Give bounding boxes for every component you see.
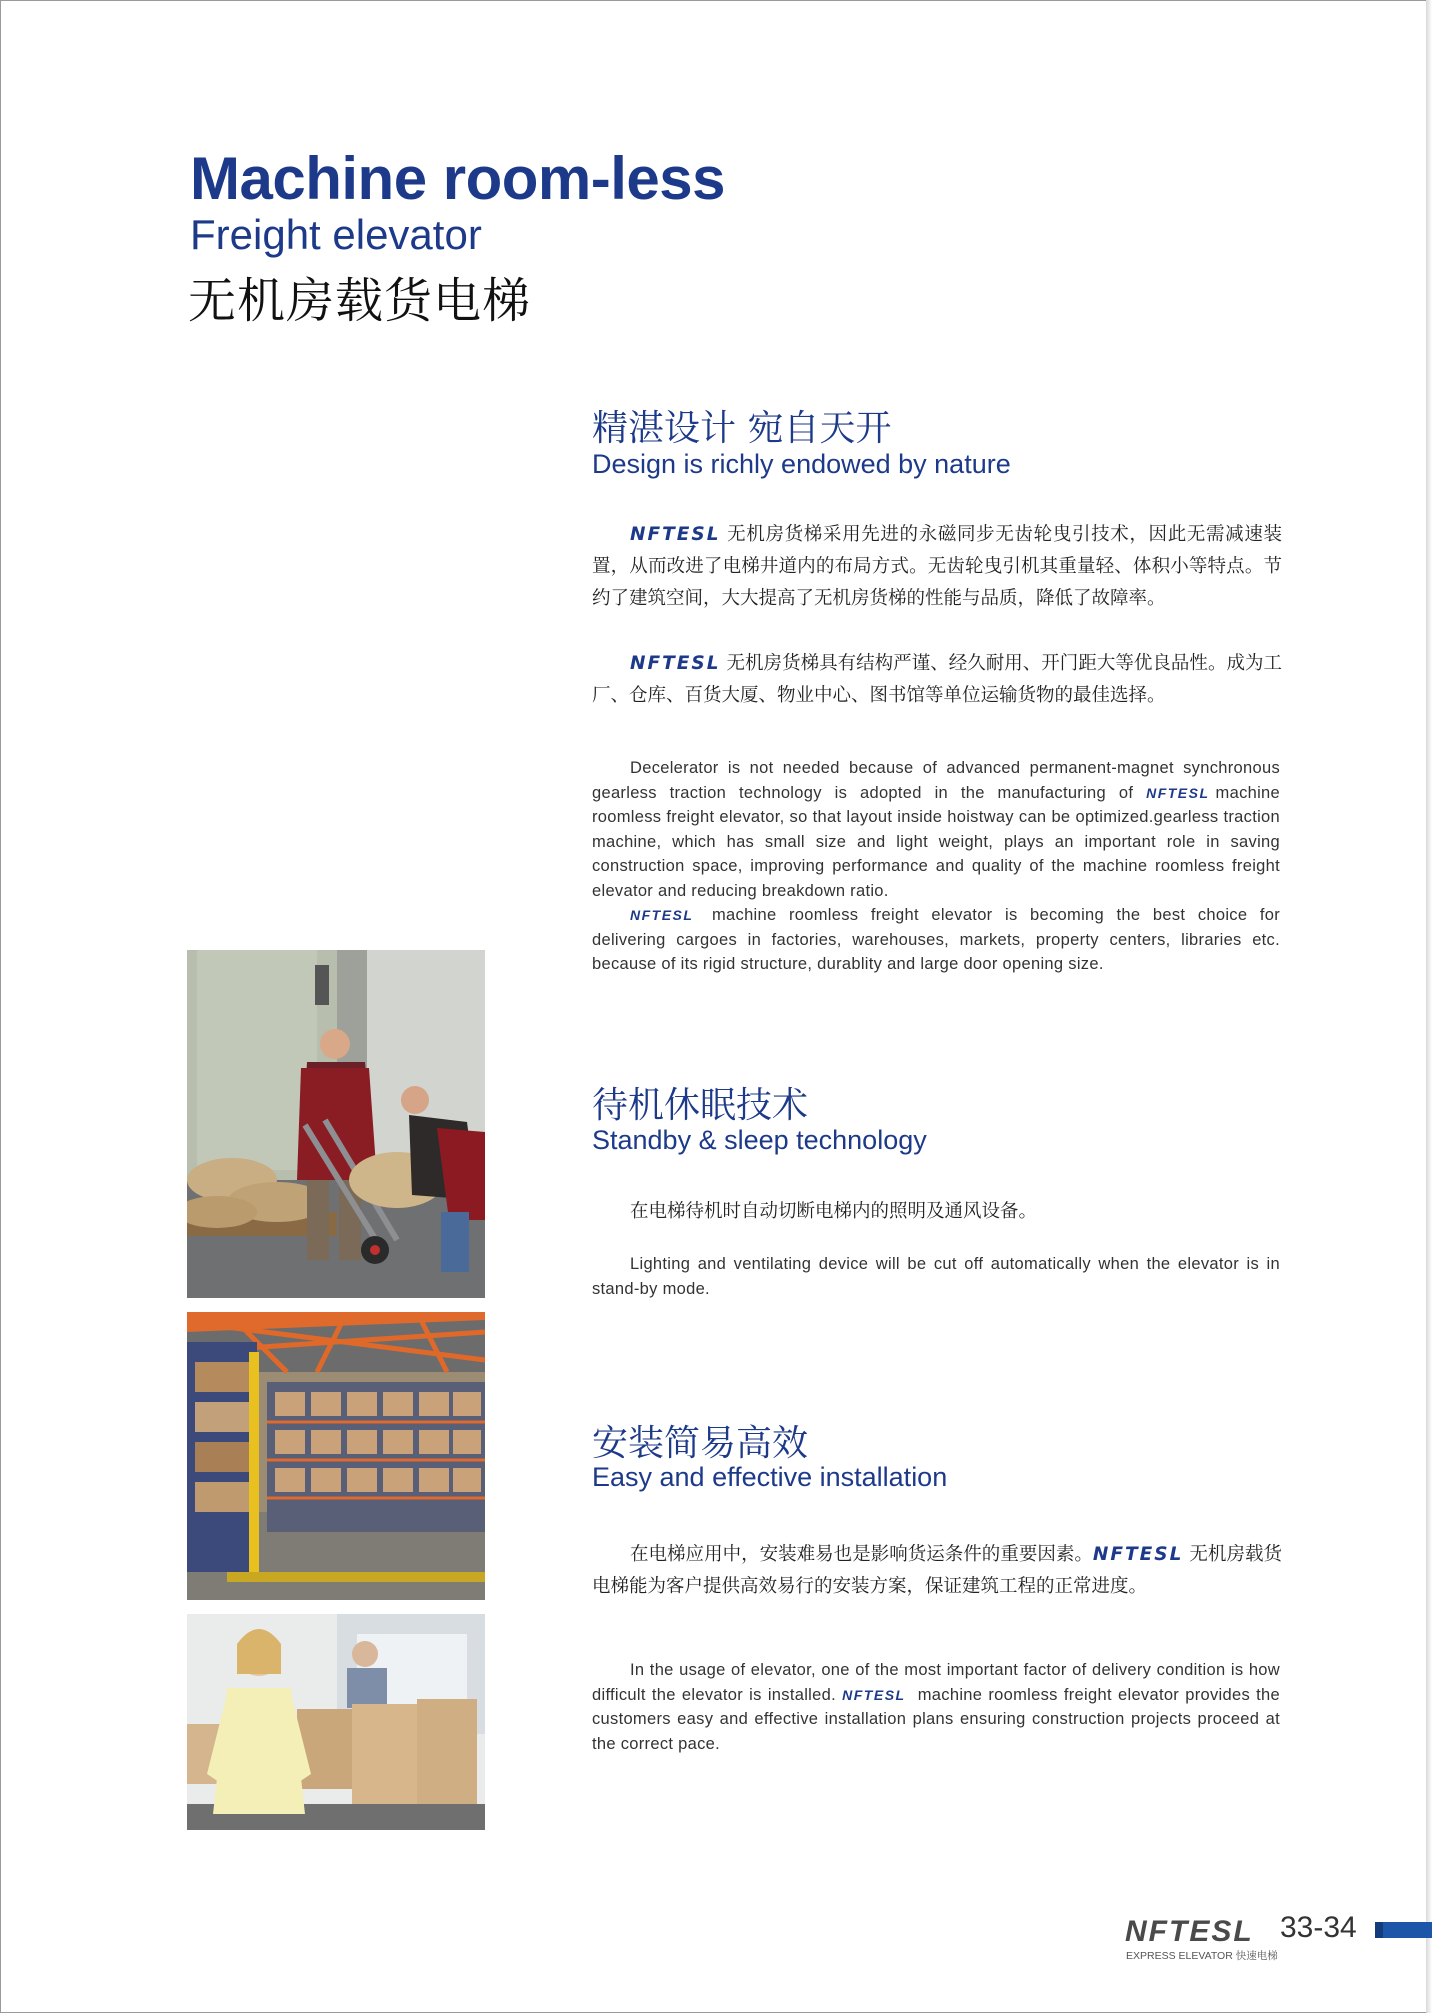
section-installation-paragraph-en: In the usage of elevator, one of the most important factor of delivery condition is how difficult the elevator is installed. NFTESL machine roomless freight elevator provides the customers easy and effective installation plans ensuring construction projects proceed at the correct pace. [592,1661,1281,1753]
brand-logo-inline: NFTESL [1146,784,1210,801]
section-design-heading-cn: 精湛设计 宛自天开 [592,408,892,449]
section-standby-heading-cn: 待机休眠技术 [592,1085,809,1126]
section-standby-paragraph-en: Lighting and ventilating device will be cut off automatically when the elevator is in stand-by mode. [592,1255,1280,1298]
brand-logo-inline: NFTESL [630,524,721,545]
section-installation-heading-en: Easy and effective installation [592,1462,948,1492]
section-design-paragraph-en-2: NFTESL machine roomless freight elevator is becoming the best choice for delivering cargoes in factories, warehouses, markets, property centers, libraries etc. because of its rigid structure, durablity and large door opening size. [592,906,1281,974]
section-installation-paragraph-cn: 在电梯应用中，安装难易也是影响货运条件的重要因素。NFTESL 无机房载货电梯能为客户提供高效易行的安装方案，保证建筑工程的正常进度。 [592,1544,1282,1597]
photo-workers-loading-elevator [187,950,485,1298]
page-edge-shadow [1426,0,1432,2013]
footer-accent-bar-dark [1375,1922,1383,1938]
brand-logo-inline: NFTESL [842,1686,906,1703]
section-standby-paragraph-cn: 在电梯待机时自动切断电梯内的照明及通风设备。 [630,1201,1038,1222]
footer-brand-tagline: EXPRESS ELEVATOR 快速电梯 [1126,1950,1278,1962]
section-installation-heading-cn: 安装简易高效 [592,1423,809,1464]
brand-logo-inline: NFTESL [630,653,721,674]
brand-logo-inline: NFTESL [630,907,694,923]
page-subtitle: Freight elevator [190,211,482,258]
page-title: Machine room-less [190,145,725,212]
section-design-heading-en: Design is richly endowed by nature [592,449,1011,479]
section-design-paragraph-cn-1: NFTESL 无机房货梯采用先进的永磁同步无齿轮曳引技术，因此无需减速装置，从而改进了电梯井道内的布局方式。无齿轮曳引机其重量轻、体积小等特点。节约了建筑空间，大大提高了无机房货梯的性能与品质，降低了故障率。 [592,524,1282,609]
footer-brand-logo: NFTESL [1125,1915,1254,1948]
photo-woman-with-boxes [187,1614,485,1830]
page-number: 33-34 [1280,1911,1357,1944]
photo-warehouse-racks [187,1312,485,1600]
brand-logo-inline: NFTESL [1092,1544,1184,1565]
page-title-chinese: 无机房载货电梯 [188,273,532,329]
footer-accent-bar [1375,1922,1432,1938]
section-design-paragraph-cn-2: NFTESL 无机房货梯具有结构严谨、经久耐用、开门距大等优良品性。成为工厂、仓库、百货大厦、物业中心、图书馆等单位运输货物的最佳选择。 [592,653,1282,706]
section-standby-heading-en: Standby & sleep technology [592,1125,927,1155]
section-design-paragraph-en-1: Decelerator is not needed because of advanced permanent-magnet synchronous gearless traction technology is adopted in the manufacturing of NFTESL machine roomless freight elevator, so that layout inside hoistway can be optimized.gearless traction machine, which has small size and light weight, plays an important role in saving construction space, improving performance and quality of the machine roomless freight elevator and reducing breakdown ratio. [592,759,1281,900]
